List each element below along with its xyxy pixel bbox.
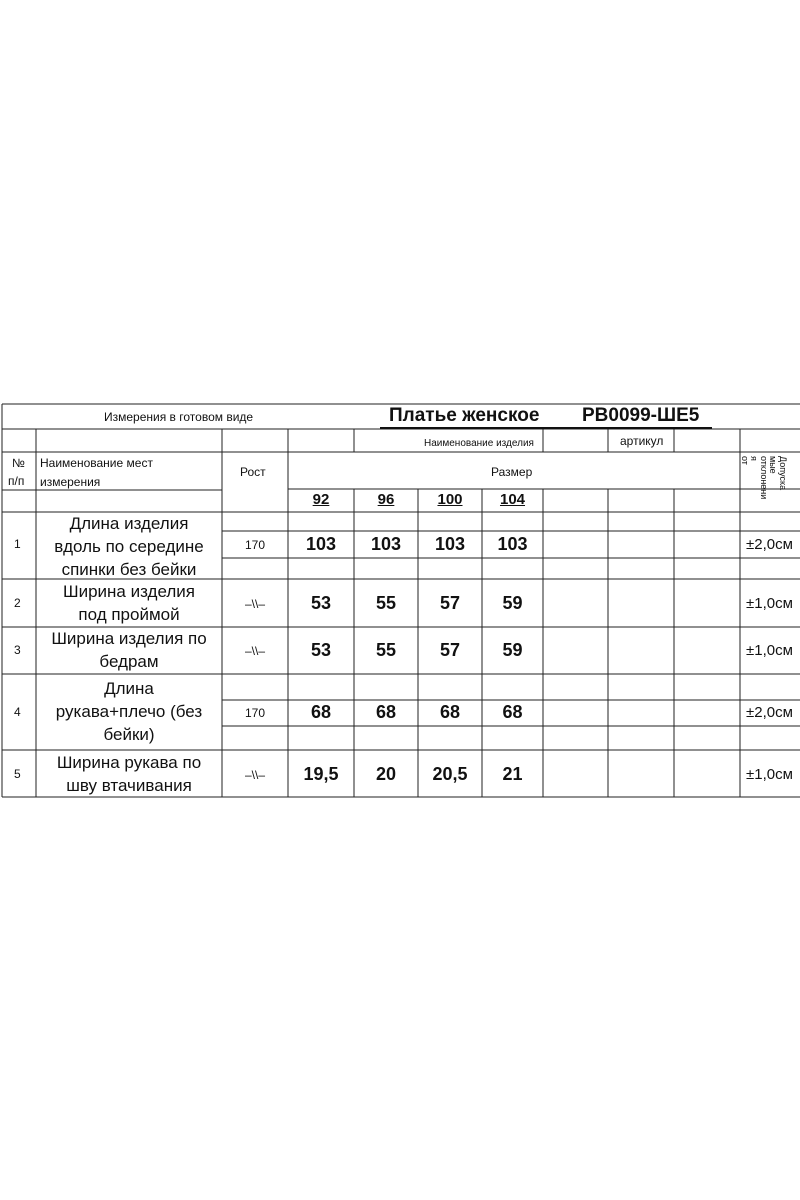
- measurement-name-line: Длина изделия: [69, 514, 189, 533]
- height-header: Рост: [240, 465, 266, 479]
- measurement-name-line: Ширина изделия: [63, 582, 195, 601]
- measurement-name-line: Длина: [104, 679, 154, 698]
- product-title: Платье женское: [389, 405, 540, 426]
- measurement-name-line: бедрам: [99, 652, 159, 671]
- tolerance-value: ±2,0см: [746, 704, 793, 721]
- size-value: 59: [502, 593, 523, 613]
- row-number: 4: [14, 705, 21, 719]
- measurement-name-line: под проймой: [78, 605, 180, 624]
- size-value: 103: [434, 534, 466, 554]
- measurement-name-line: Ширина рукава по: [56, 753, 202, 772]
- tolerance-header-line: Допуска: [778, 456, 788, 491]
- size-value: 57: [439, 593, 461, 613]
- number-header-bottom: п/п: [8, 474, 25, 488]
- tolerance-value: ±1,0см: [746, 595, 793, 612]
- size-label: 100: [437, 491, 463, 508]
- row-number: 3: [14, 643, 21, 657]
- place-header-top: Наименование мест: [40, 456, 153, 470]
- title-underline: [380, 427, 712, 429]
- size-label: 96: [377, 491, 395, 508]
- measurement-name: [36, 677, 222, 746]
- size-value: 103: [305, 534, 337, 554]
- size-value: 59: [502, 640, 523, 660]
- height-value: 170: [244, 538, 266, 552]
- size-value: 103: [370, 534, 402, 554]
- size-value: 21: [502, 764, 523, 784]
- size-label: 92: [312, 491, 330, 508]
- measurement-name: [36, 580, 222, 626]
- size-value: 103: [497, 534, 528, 554]
- tolerance-header-line: отклонени: [759, 456, 769, 500]
- size-value: 20,5: [432, 764, 468, 784]
- tolerance-header-line: мые: [768, 456, 778, 474]
- size-value: 20: [375, 764, 397, 784]
- tolerance-value: ±1,0см: [746, 642, 793, 659]
- measurement-name-line: Ширина изделия по: [51, 629, 207, 648]
- height-value: –\\–: [244, 644, 265, 658]
- tolerance-header-line: от: [740, 456, 750, 465]
- tolerance-value: ±1,0см: [746, 766, 793, 783]
- height-value: –\\–: [244, 768, 265, 782]
- tolerance-header-line: я: [749, 456, 759, 461]
- size-label: 104: [499, 491, 526, 508]
- size-value: 68: [375, 702, 397, 722]
- size-value: 19,5: [303, 764, 339, 784]
- height-value: 170: [244, 706, 266, 720]
- size-value: 53: [310, 640, 332, 660]
- size-value: 68: [439, 702, 461, 722]
- product-name-label: Наименование изделия: [424, 438, 534, 449]
- place-header-bottom: измерения: [40, 475, 101, 489]
- measurement-name: [36, 512, 222, 581]
- size-value: 68: [310, 702, 332, 722]
- measurement-name: [36, 751, 222, 797]
- measurement-name-line: бейки): [103, 725, 155, 744]
- measurement-name-line: рукава+плечо (без: [55, 702, 203, 721]
- size-value: 55: [375, 593, 397, 613]
- measurement-name-line: спинки без бейки: [61, 560, 197, 579]
- article-code: РВ0099-ШЕ5: [582, 405, 700, 426]
- measurement-name-line: шву втачивания: [66, 776, 192, 795]
- measurement-name-line: вдоль по середине: [54, 537, 204, 556]
- number-header-top: №: [12, 456, 25, 470]
- size-value: 68: [502, 702, 523, 722]
- size-value: 53: [310, 593, 332, 613]
- measurements-label: Измерения в готовом виде: [104, 410, 254, 424]
- row-number: 5: [14, 767, 21, 781]
- row-number: 1: [14, 537, 21, 551]
- measurement-name: [36, 627, 222, 673]
- size-value: 55: [375, 640, 397, 660]
- article-label: артикул: [620, 434, 664, 448]
- row-number: 2: [14, 596, 21, 610]
- size-value: 57: [439, 640, 461, 660]
- height-value: –\\–: [244, 597, 265, 611]
- size-header: Размер: [491, 465, 533, 479]
- tolerance-value: ±2,0см: [746, 536, 793, 553]
